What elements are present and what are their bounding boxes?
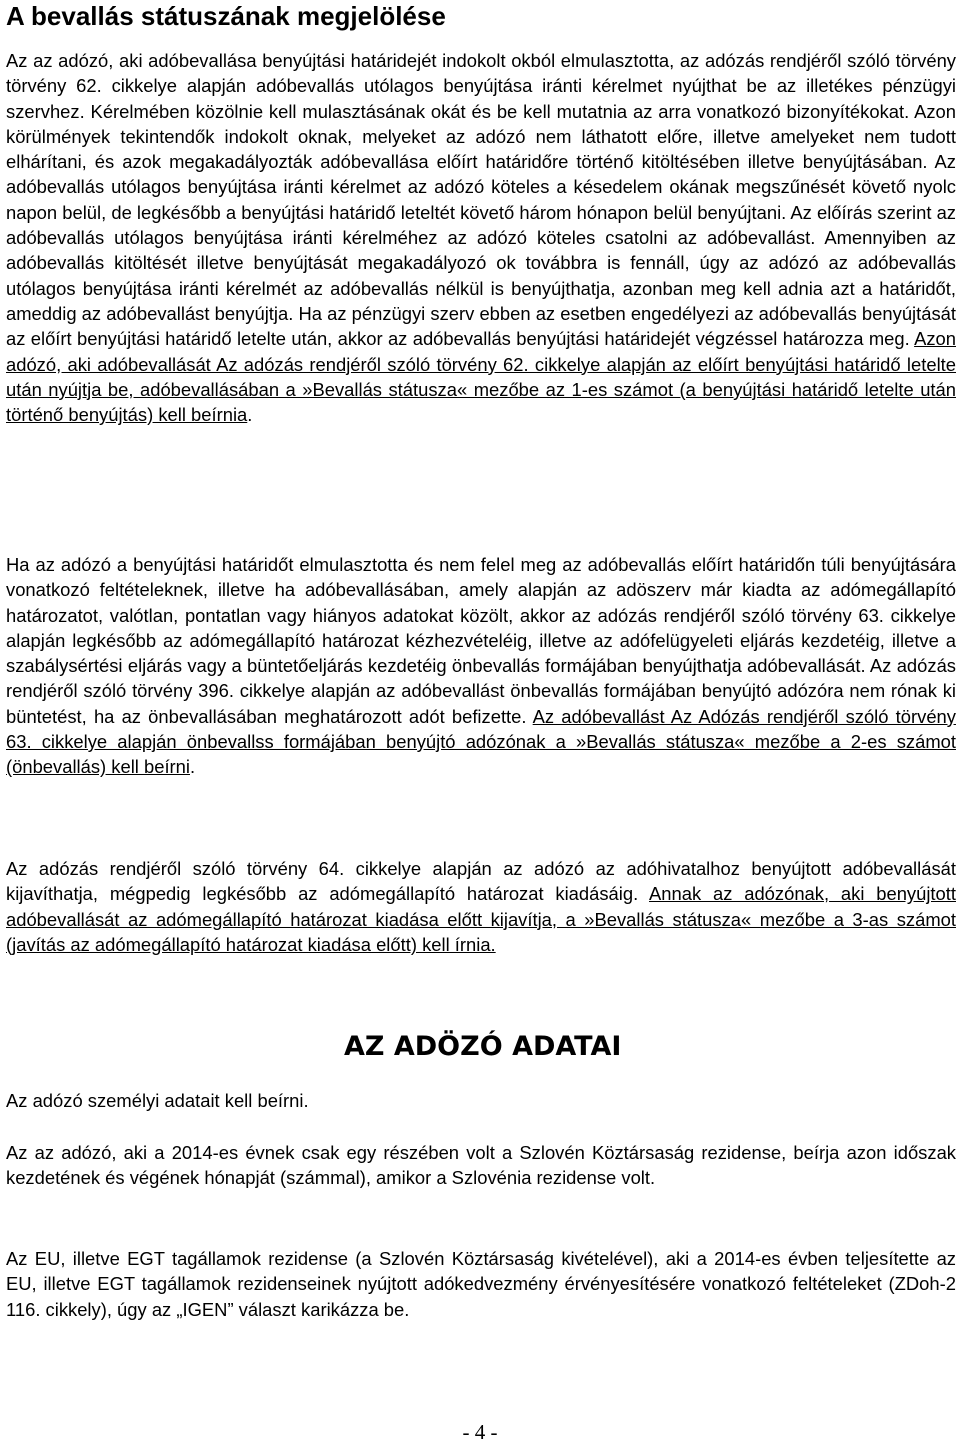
paragraph-late-filing xyxy=(6,48,956,427)
paragraph-text: Az az adózó, aki adóbevallása benyújtási határidejét indokolt okból elmulasztotta, az adózás rendjéről szóló törvény törvény 62. cikkelye alapján adóbevallás utólagos benyújtása iránti kérelmet nyújthat be az illetékes pénzügyi szervhez. Kérelmében közölnie kell mulasztásának okát és be kell mutatnia az arra vonatkozó bizonyítékokat. Azon körülmények tekintendők indokolt oknak, melyeket az adózó nem láthatott előre, illetve amelyeket nem tudott elhárítani, és azok megakadályozták adóbevallása előírt határidőre történő kitöltésében illetve benyújtásában. Az adóbevallás utólagos benyújtása iránti kérelmet az adózó köteles a késedelem okának megszűnését követő nyolc napon belül, de legkésőbb a benyújtási határidő leteltét követő három hónapon belül benyújtani. Az előírás szerint az adóbevallás utólagos benyújtása iránti kérelméhez az adózó köteles csatolni az adóbevallást. Amennyiben az adóbevallás kitöltését illetve benyújtását megakadályozó ok továbbra is fennáll, úgy az adózó az adóbevallás utólagos benyújtása iránti kérelmét az adóbevallás nélkül is benyújthatja, azonban meg kell adnia azt a határidőt, ameddig az adóbevallást benyújtja. Ha az pénzügyi szerv ebben az esetben engedélyezi az adóbevallás benyújtását az előírt benyújtási határidő letelte után, akkor az adóbevallás benyújtási határidejét végzéssel határozza meg. xyxy=(6,50,956,350)
paragraph-correction xyxy=(6,856,956,957)
paragraph-text-end: . xyxy=(190,756,196,778)
section-title: AZ ADÖZÓ ADATAI xyxy=(344,1031,622,1062)
paragraph-self-assessment xyxy=(6,552,956,780)
page-heading: A bevallás státuszának megjelölése xyxy=(6,1,446,31)
paragraph-personal-data: Az adózó személyi adatait kell beírni. xyxy=(6,1090,309,1111)
page-number: - 4 - xyxy=(462,1420,498,1444)
paragraph-text: Ha az adózó a benyújtási határidőt elmulasztotta és nem felel meg az adóbevallás előírt határidőn túli benyújtására vonatkozó feltételeknek, illetve ha adóbevallásában, amely alapján az adöszerv már kiadta az adómegállapító határozatot, valótlan, pontatlan vagy hiányos adatokat közölt, akkor az adózás rendjéről szóló törvény 63. cikkelye alapján legkésőbb az adómegállapító határozat kézhezvételéig, illetve az adófelügyeleti eljárás kezdetéig, illetve a szabálysértési eljárás vagy a büntetőeljárás kezdetéig önbevallás formájában benyújthatja adóbevallását. Az adózás rendjéről szóló törvény 396. cikkelye alapján az adóbevallást önbevallás formájában benyújtó adózóra nem rónak ki büntetést, ha az önbevallásában meghatározott adót befizette. xyxy=(6,554,956,727)
underlined-instruction: Annak az adózónak, aki benyújtott adóbevallását az adómegállapító határozat kiadása előtt kijavítja, a »Bevallás státusza« mezőbe a 3-as számot (javítás az adómegállapító határozat kiadása előtt) kell írnia. xyxy=(6,883,956,955)
paragraph-residency-period: Az az adózó, aki a 2014-es évnek csak egy részében volt a Szlovén Köztársaság rezidense, beírja azon időszak kezdetének és végének hónapját (számmal), amikor a Szlovénia rezidense volt. xyxy=(6,1142,956,1189)
paragraph-eu-resident: Az EU, illetve EGT tagállamok rezidense (a Szlovén Köztársaság kivételével), aki a 2014-es évben teljesítette az EU, illetve EGT tagállamok rezidenseinek nyújtott adókedvezmény érvényesítésére vonatkozó feltételeket (ZDoh-2 116. cikkely), úgy az „IGEN” választ karikázza be. xyxy=(6,1248,956,1320)
paragraph-text-end: . xyxy=(247,404,253,426)
underlined-instruction: Azon adózó, aki adóbevallását Az adózás rendjéről szóló törvény 62. cikkelye alapján az előírt benyújtási határidő letelte után nyújtja be, adóbevallásában a »Bevallás státusza« mezőbe az 1-es számot (a benyújtási határidő letelte után történő benyújtás) kell beírnia xyxy=(6,328,956,426)
paragraph-text: Az adózás rendjéről szóló törvény 64. cikkelye alapján az adózó az adóhivatalhoz benyújtott adóbevallását kijavíthatja, mégpedig legkésőbb az adómegállapító határozat kiadásáig. xyxy=(6,858,956,905)
underlined-instruction: Az adóbevallást Az Adózás rendjéről szóló törvény 63. cikkelye alapján önbevallss formájában benyújtó adózónak a »Bevallás státusza« mezőbe a 2-es számot (önbevallás) kell beírni xyxy=(6,705,956,778)
